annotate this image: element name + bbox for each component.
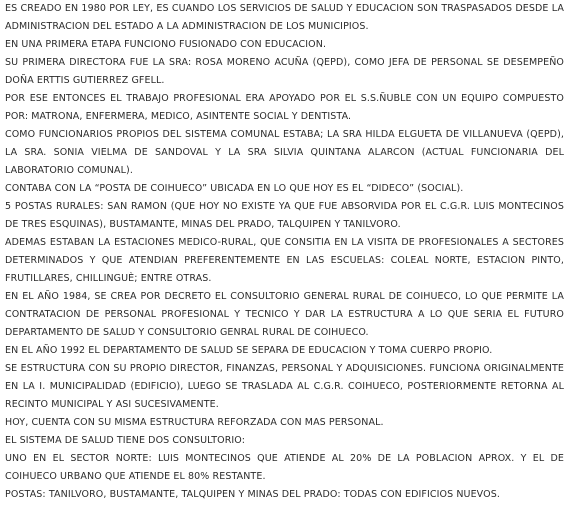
paragraph-structure: SE ESTRUCTURA CON SU PROPIO DIRECTOR, FINANZAS, PERSONAL Y ADQUISICIONES. FUNCIONA ORIGINALMENTE EN LA I. MUNICIPALIDAD (EDIFICIO), LUEGO SE TRASLADA AL C.G.R. COIHUECO, POSTERIORMENTE RETORNA AL RECINTO MUNICIPAL Y ASI SUCESIVAMENTE. bbox=[5, 363, 564, 410]
paragraph-first-director: SU PRIMERA DIRECTORA FUE LA SRA: ROSA MORENO ACUÑA (QEPD), COMO JEFA DE PERSONAL SE DESEMPEÑO DOÑA ERTTIS GUTIERREZ GFELL. bbox=[5, 57, 564, 86]
paragraph-north-sector: UNO EN EL SECTOR NORTE: LUIS MONTECINOS QUE ATIENDE AL 20% DE LA POBLACION APROX. Y EL DE COIHUECO URBANO QUE ATIENDE EL 80% RESTANTE. bbox=[5, 453, 564, 482]
paragraph-today-text: HOY, CUENTA CON SU MISMA ESTRUCTURA REFORZADA CON MAS PERSONAL. bbox=[5, 417, 384, 428]
paragraph-1984-decree: EN EL AÑO 1984, SE CREA POR DECRETO EL CONSULTORIO GENERAL RURAL DE COIHUECO, LO QUE PERMITE LA CONTRATACION DE PERSONAL PROFESIONAL Y TECNICO Y DAR LA ESTRUCTURA A LO QUE SERIA EL FUTURO DEPARTAMENTO DE SALUD Y CONSULTORIO GENRAL RURAL DE COIHUECO. bbox=[5, 291, 564, 338]
paragraph-postas-list: POSTAS: TANILVORO, BUSTAMANTE, TALQUIPEN Y MINAS DEL PRADO: TODAS CON EDIFICIOS NUEVOS. bbox=[5, 489, 500, 500]
paragraph-medical-rural-stations: ADEMAS ESTABAN LA ESTACIONES MEDICO-RURAL, QUE CONSITIA EN LA VISITA DE PROFESIONALES A SECTORES DETERMINADOS Y QUE ATENDIAN PREFERENTEMENTE EN LAS ESCUELAS: COLEAL NORTE, ESTACION PINTO, FRUTILLARES, CHILLINGUÈ; ENTRE OTRAS. bbox=[5, 237, 564, 284]
paragraph-history-origin: ES CREADO EN 1980 POR LEY, ES CUANDO LOS SERVICIOS DE SALUD Y EDUCACION SON TRASPASADOS DESDE LA ADMINISTRACION DEL ESTADO A LA ADMINISTRACION DE LOS MUNICIPIOS. bbox=[5, 3, 564, 32]
paragraph-staff: COMO FUNCIONARIOS PROPIOS DEL SISTEMA COMUNAL ESTABA; LA SRA HILDA ELGUETA DE VILLANUEVA (QEPD), LA SRA. SONIA VIELMA DE SANDOVAL Y LA SRA SILVIA QUINTANA ALARCON (ACTUAL FUNCIONARIA DEL LABORATORIO COMUNAL). bbox=[5, 129, 564, 176]
paragraph-posta-coihueco: CONTABA CON LA “POSTA DE COIHUECO” UBICADA EN LO QUE HOY ES EL “DIDECO” (SOCIAL). bbox=[5, 183, 464, 194]
paragraph-first-stage: EN UNA PRIMERA ETAPA FUNCIONO FUSIONADO CON EDUCACION. bbox=[5, 39, 327, 50]
paragraph-rural-postas: 5 POSTAS RURALES: SAN RAMON (QUE HOY NO EXISTE YA QUE FUE ABSORVIDA POR EL C.G.R. LUIS MONTECINOS DE TRES ESQUINAS), BUSTAMANTE, MINAS DEL PRADO, TALQUIPEN Y TANILVORO. bbox=[5, 201, 564, 230]
paragraph-health-system: EL SISTEMA DE SALUD TIENE DOS CONSULTORIO: bbox=[5, 435, 246, 446]
paragraph-professional-team: POR ESE ENTONCES EL TRABAJO PROFESIONAL ERA APOYADO POR EL S.S.ÑUBLE CON UN EQUIPO COMPUESTO POR: MATRONA, ENFERMERA, MEDICO, ASINTENTE SOCIAL Y DENTISTA. bbox=[5, 93, 564, 122]
paragraph-1992-separation: EN EL AÑO 1992 EL DEPARTAMENTO DE SALUD SE SEPARA DE EDUCACION Y TOMA CUERPO PROPIO. bbox=[5, 345, 493, 356]
document-body bbox=[5, 0, 564, 504]
paragraph-today bbox=[5, 414, 564, 432]
